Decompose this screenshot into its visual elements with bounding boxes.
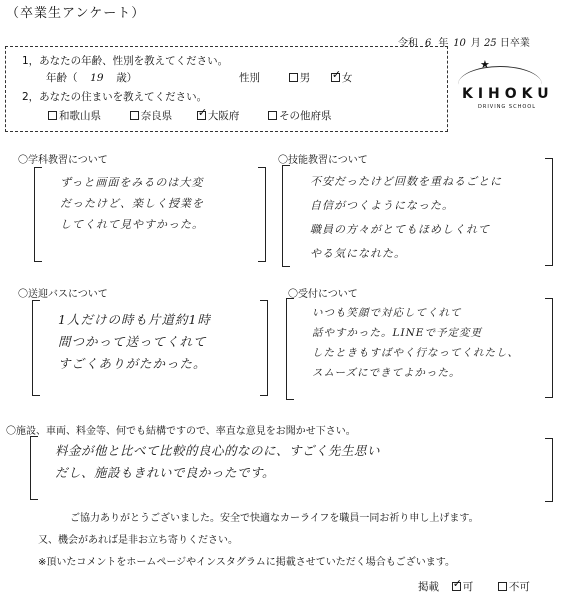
skills-line: 自信がつくようになった。 bbox=[310, 199, 454, 212]
publish-no-label: 不可 bbox=[508, 581, 530, 593]
bus-line: 1人だけの時も片道約1時 bbox=[58, 312, 211, 327]
age-label: 年齢（ bbox=[46, 72, 78, 84]
question-residence: 2，あなたの住まいを教えてください。 bbox=[22, 91, 208, 103]
reception-line: スムーズにできてよかった。 bbox=[312, 367, 461, 379]
bus-bracket-left bbox=[32, 300, 40, 396]
publish-yes-label: 可 bbox=[462, 581, 474, 593]
date-year: 6 bbox=[425, 38, 432, 49]
residence-osaka-checkbox[interactable] bbox=[197, 111, 206, 120]
reception-line: したときもすばやく行なってくれたし、 bbox=[312, 347, 519, 359]
residence-wakayama-label: 和歌山県 bbox=[59, 110, 101, 122]
publish-yes-checkbox[interactable] bbox=[452, 582, 461, 591]
survey-title: （卒業生アンケート） bbox=[6, 6, 146, 21]
reception-comment[interactable] bbox=[312, 303, 519, 383]
age-unit: 歳） bbox=[116, 72, 138, 84]
bus-line: 間つかって送ってくれて bbox=[58, 334, 207, 349]
reception-section-label: 〇受付について bbox=[288, 289, 358, 300]
academic-line: してくれて見やすかった。 bbox=[60, 218, 204, 231]
date-day: 25 bbox=[483, 38, 497, 49]
gender-row bbox=[239, 70, 352, 85]
bus-line: すごくありがたかった。 bbox=[58, 356, 207, 371]
publish-label: 掲載 bbox=[418, 581, 439, 593]
residence-other-checkbox[interactable] bbox=[268, 111, 277, 120]
gender-label: 性別 bbox=[239, 72, 260, 84]
reception-line: 話やすかった。LINEで予定変更 bbox=[312, 327, 482, 339]
reception-bracket-left bbox=[286, 298, 294, 400]
age-value[interactable]: 19 bbox=[90, 72, 104, 84]
other-comment[interactable] bbox=[55, 440, 380, 484]
academic-line: ずっと画面をみるのは大変 bbox=[60, 176, 204, 189]
academic-bracket-left bbox=[34, 167, 42, 262]
reception-bracket-right bbox=[545, 298, 553, 398]
bus-bracket-right bbox=[260, 300, 268, 396]
residence-nara-checkbox[interactable] bbox=[130, 111, 139, 120]
residence-nara-label: 奈良県 bbox=[140, 110, 173, 122]
academic-bracket-right bbox=[258, 167, 266, 262]
residence-other-label: その他府県 bbox=[279, 110, 332, 122]
bus-section-label: 〇送迎バスについて bbox=[18, 289, 108, 300]
gender-female-checkbox[interactable] bbox=[331, 73, 340, 82]
logo-subtitle: DRIVING SCHOOL bbox=[478, 104, 536, 110]
thanks-text: ご協力ありがとうございました。安全で快適なカーライフを職員一同お祈り申し上げます。 bbox=[70, 513, 479, 524]
bus-comment[interactable] bbox=[58, 309, 211, 375]
publish-row bbox=[418, 579, 530, 594]
skills-line: 不安だったけど回数を重ねるごとに bbox=[310, 175, 502, 188]
skills-bracket-right bbox=[545, 158, 553, 266]
other-line: だし、施設もきれいで良かったです。 bbox=[55, 465, 276, 480]
date-year-unit: 年 bbox=[438, 38, 449, 49]
star-icon: ★ bbox=[480, 58, 490, 71]
age-row bbox=[46, 70, 137, 85]
other-bracket-left bbox=[30, 436, 38, 500]
date-month: 10 bbox=[453, 38, 466, 49]
gender-female-label: 女 bbox=[341, 72, 353, 84]
publish-no-checkbox[interactable] bbox=[498, 582, 507, 591]
residence-row bbox=[48, 108, 332, 123]
skills-line: 職員の方々がとてもほめしくれて bbox=[310, 223, 490, 236]
residence-osaka-label: 大阪府 bbox=[207, 110, 240, 122]
kihoku-logo: KIHOKU bbox=[462, 86, 554, 102]
date-era: 令和 bbox=[398, 38, 418, 49]
residence-wakayama-checkbox[interactable] bbox=[48, 111, 57, 120]
date-month-unit: 月 bbox=[470, 38, 481, 49]
reception-line: いつも笑顔で対応してくれて bbox=[312, 307, 462, 319]
visit-text: 又、機会があれば是非お立ち寄りください。 bbox=[38, 535, 238, 546]
skills-comment[interactable] bbox=[310, 170, 502, 266]
gender-male-label: 男 bbox=[299, 72, 311, 84]
academic-comment[interactable] bbox=[60, 172, 204, 235]
skills-bracket-left bbox=[282, 165, 290, 267]
academic-section-label: 〇学科教習について bbox=[18, 155, 108, 166]
publish-note: ※頂いたコメントをホームページやインスタグラムに掲載させていただく場合もございます。 bbox=[38, 557, 455, 568]
question-age-gender: 1，あなたの年齢、性別を教えてください。 bbox=[22, 55, 229, 67]
other-line: 料金が他と比べて比較的良心的なのに、すごく先生思い bbox=[55, 443, 381, 458]
other-bracket-right bbox=[545, 438, 553, 502]
other-section-label: 〇施設、車両、料金等、何でも結構ですので、率直な意見をお聞かせ下さい。 bbox=[6, 426, 356, 437]
date-day-unit: 日卒業 bbox=[499, 38, 530, 49]
gender-male-checkbox[interactable] bbox=[289, 73, 298, 82]
skills-section-label: 〇技能教習について bbox=[278, 155, 368, 166]
skills-line: やる気になれた。 bbox=[310, 247, 406, 260]
academic-line: だったけど、楽しく授業を bbox=[60, 197, 204, 210]
